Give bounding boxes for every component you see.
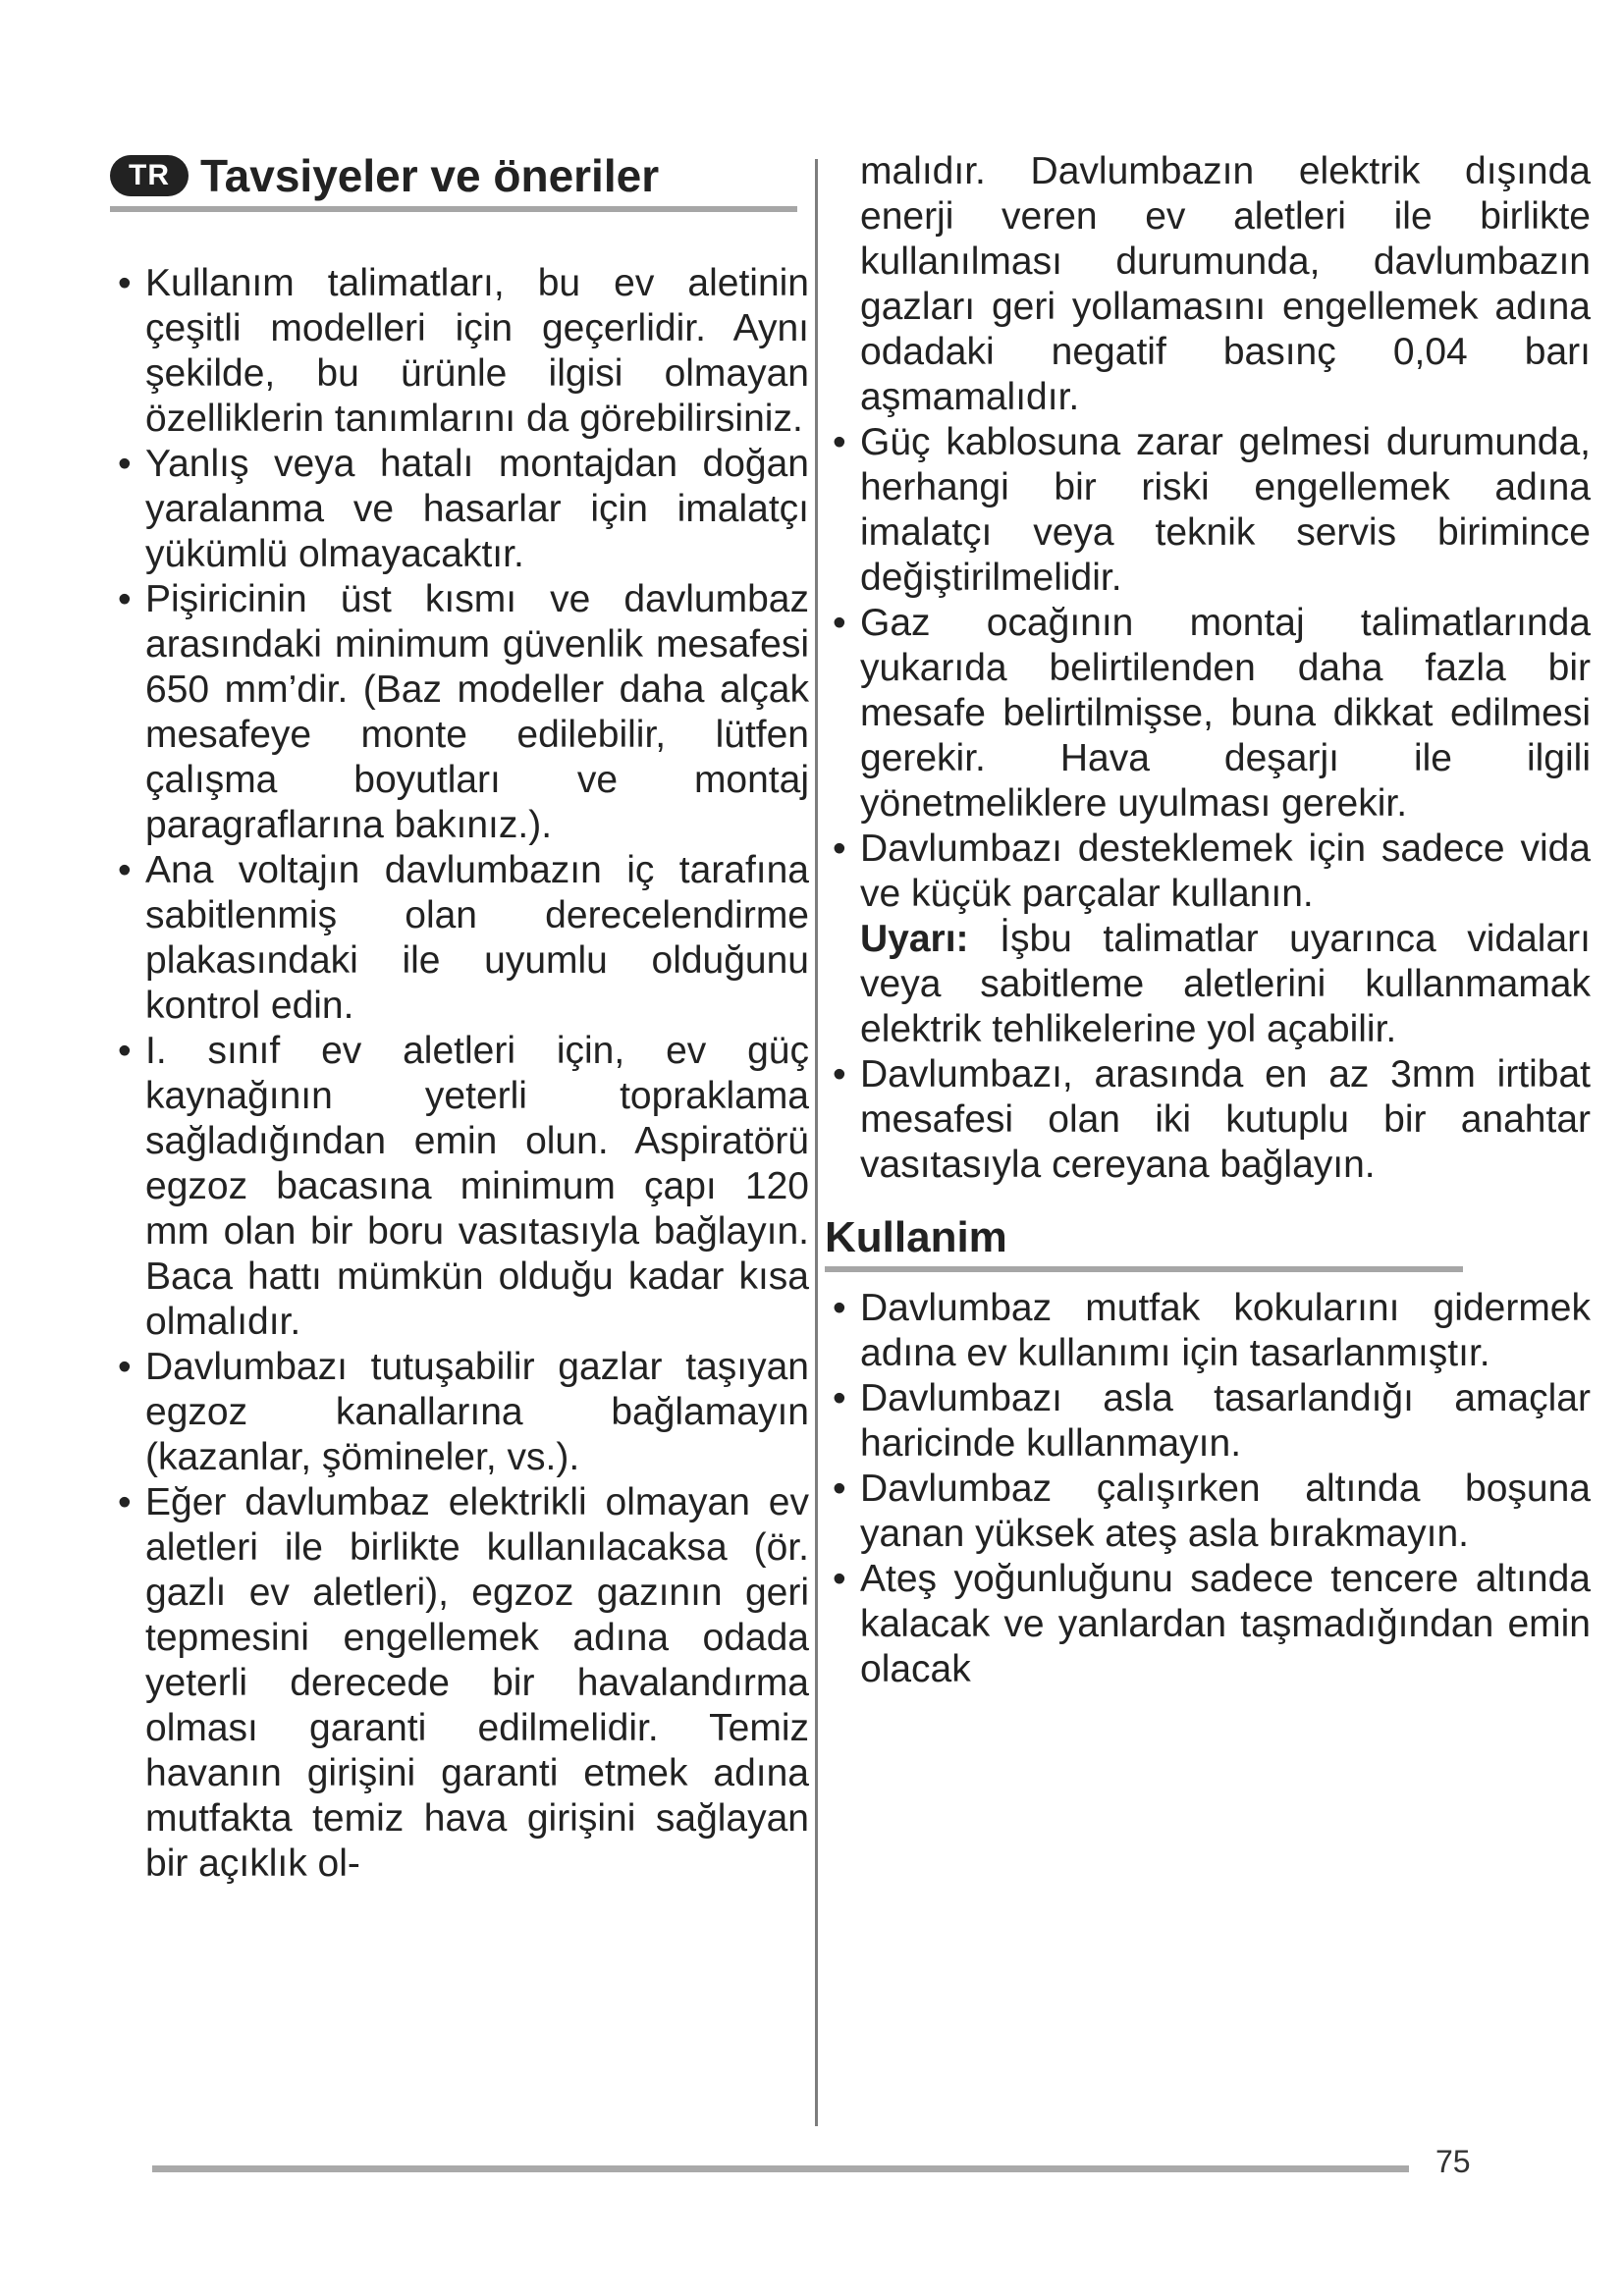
right-column (825, 149, 1591, 1692)
list-item: • Kullanım talimatları, bu ev aletinin çeşitli modelleri için geçerlidir. Aynı şekilde, bu ürünle ilgisi olmayan özelliklerin tanımlarını da görebilirsiniz. (110, 261, 809, 442)
heading-underline (110, 206, 797, 212)
footer-rule (152, 2165, 1409, 2172)
usage-heading: Kullanim (825, 1213, 1007, 1261)
usage-section (825, 1213, 1591, 1692)
list-item: • I. sınıf ev aletleri için, ev güç kaynağının yeterli topraklama sağladığından emin olun. Aspiratörü egzoz bacasına minimum çapı 120 mm olan bir boru vasıtasıyla bağlayın. Baca hattı mümkün olduğu kadar kısa olmalıdır. (110, 1029, 809, 1345)
list-item: • Ana voltajın davlumbazın iç tarafına sabitlenmiş olan derecelendirme plakasındaki ile uyumlu olduğunu kontrol edin. (110, 848, 809, 1029)
safety-list (825, 420, 1591, 917)
list-item: • Davlumbaz mutfak kokularını gidermek adına ev kullanımı için tasarlanmıştır. (825, 1286, 1591, 1376)
list-item: • Davlumbazı asla tasarlandığı amaçlar haricinde kullanmayın. (825, 1376, 1591, 1467)
left-column (110, 149, 809, 1887)
list-item: • Ateş yoğunluğunu sadece tencere altında kalacak ve yanlardan taşmadığından emin olacak (825, 1557, 1591, 1692)
list-item: • Davlumbazı tutuşabilir gazlar taşıyan egzoz kanallarına bağlamayın (kazanlar, şömineler, vs.). (110, 1345, 809, 1480)
page-title: Tavsiyeler ve öneriler (200, 150, 660, 201)
usage-heading-underline (825, 1266, 1463, 1272)
safety-list-continued (825, 1052, 1591, 1188)
list-item (825, 420, 1591, 601)
warning-paragraph (825, 917, 1591, 1052)
list-item (825, 1052, 1591, 1188)
list-item-text: Gaz ocağının montaj talimatlarında yukarıda belirtilenden daha fazla bir mesafe belirtilmişse, buna dikkat edilmesi gerekir. Hava deşarjı ile ilgili yönetmeliklere uyulması gerekir. (860, 602, 1591, 825)
warning-text: İşbu talimatlar uyarınca vidaları veya sabitleme aletlerini kullanmamak elektrik tehlikelerine yol açabilir. (860, 918, 1591, 1050)
list-item (825, 827, 1591, 917)
recommendations-list (110, 261, 809, 1887)
list-item: • Eğer davlumbaz elektrikli olmayan ev aletleri ile birlikte kullanılacaksa (ör. gazlı ev aletleri), egzoz gazının geri tepmesini engellemek adına odada yeterli derecede bir havalandırma olması garanti edilmelidir. Temiz havanın girişini garanti etmek adına mutfakta temiz hava girişini sağlayan bir açıklık ol- (110, 1480, 809, 1887)
list-item: • Yanlış veya hatalı montajdan doğan yaralanma ve hasarlar için imalatçı yükümlü olmayacaktır. (110, 442, 809, 577)
warning-label: Uyarı: (860, 918, 969, 960)
list-item-text: Davlumbazı, arasında en az 3mm irtibat mesafesi olan iki kutuplu bir anahtar vasıtasıyla cereyana bağlayın. (860, 1053, 1591, 1186)
list-item: • Davlumbaz çalışırken altında boşuna yanan yüksek ateş asla bırakmayın. (825, 1467, 1591, 1557)
language-badge: TR (110, 155, 189, 196)
continued-paragraph: malıdır. Davlumbazın elektrik dışında enerji veren ev aletleri ile birlikte kullanılması durumunda, davlumbazın gazları geri yollamasını engellemek adına odadaki negatif basınç 0,04 barı aşmamalıdır. (860, 150, 1591, 418)
column-divider (815, 159, 818, 2126)
usage-list (825, 1286, 1591, 1692)
section-heading (110, 149, 809, 202)
list-item (825, 601, 1591, 827)
list-item-text: Davlumbazı desteklemek için sadece vida ve küçük parçalar kullanın. (860, 828, 1591, 915)
list-item-text: Güç kablosuna zarar gelmesi durumunda, herhangi bir riski engellemek adına imalatçı veya teknik servis birimince değiştirilmelidir. (860, 421, 1591, 599)
list-item: • Pişiricinin üst kısmı ve davlumbaz arasındaki minimum güvenlik mesafesi 650 mm’dir. (Baz modeller daha alçak mesafeye monte edilebilir, lütfen çalışma boyutları ve montaj paragraflarına bakınız.). (110, 577, 809, 848)
page-number: 75 (1435, 2144, 1471, 2179)
